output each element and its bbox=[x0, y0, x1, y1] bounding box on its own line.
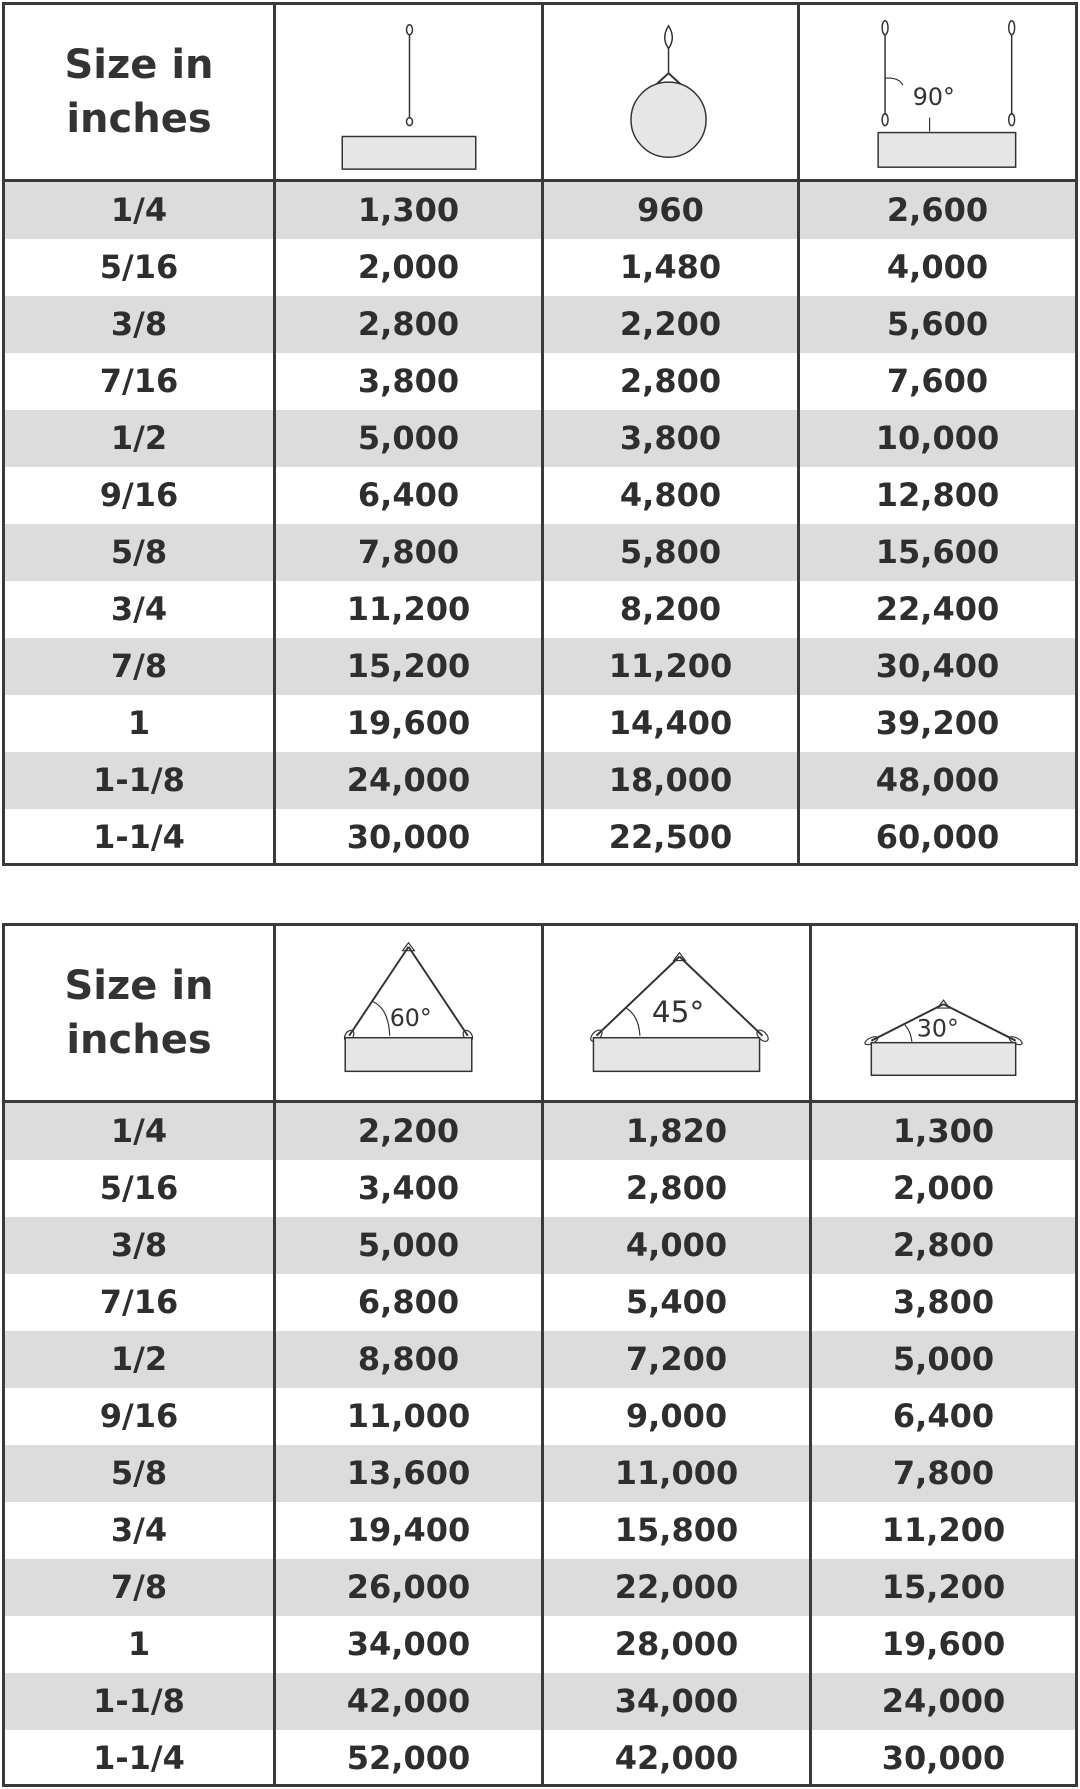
table-row bbox=[5, 1730, 1075, 1787]
capacity-cell: 3,800 bbox=[541, 410, 797, 467]
size-cell: 9/16 bbox=[99, 1397, 179, 1435]
table-row bbox=[5, 1673, 1075, 1730]
capacity-cell: 30,000 bbox=[809, 1730, 1075, 1787]
capacity-cell: 34,000 bbox=[541, 1673, 809, 1730]
capacity-cell: 2,200 bbox=[273, 1103, 541, 1160]
capacity-cell: 22,500 bbox=[541, 809, 797, 866]
capacity-cell: 9,000 bbox=[541, 1388, 809, 1445]
size-cell: 5/16 bbox=[99, 248, 179, 286]
capacity-cell: 6,800 bbox=[273, 1274, 541, 1331]
capacity-cell: 52,000 bbox=[273, 1730, 541, 1787]
capacity-cell: 5,600 bbox=[797, 296, 1075, 353]
capacity-cell: 24,000 bbox=[809, 1673, 1075, 1730]
size-header-label bbox=[64, 959, 213, 1067]
capacity-cell: 11,200 bbox=[273, 581, 541, 638]
table-row bbox=[5, 638, 1075, 695]
capacity-cell: 2,800 bbox=[541, 353, 797, 410]
vertical-basket-hitch-icon bbox=[800, 5, 1075, 179]
table-row bbox=[5, 524, 1075, 581]
table-row bbox=[5, 809, 1075, 866]
table-row bbox=[5, 1331, 1075, 1388]
capacity-cell: 15,200 bbox=[273, 638, 541, 695]
basket-hitch-60-icon bbox=[276, 926, 541, 1100]
size-cell: 7/16 bbox=[99, 362, 179, 400]
table-header bbox=[5, 5, 1075, 182]
capacity-cell: 3,800 bbox=[273, 353, 541, 410]
capacity-cell: 8,800 bbox=[273, 1331, 541, 1388]
capacity-cell: 15,200 bbox=[809, 1559, 1075, 1616]
capacity-cell: 11,000 bbox=[541, 1445, 809, 1502]
capacity-cell: 6,400 bbox=[273, 467, 541, 524]
capacity-cell: 30,000 bbox=[273, 809, 541, 866]
table-row bbox=[5, 182, 1075, 239]
capacity-cell: 42,000 bbox=[273, 1673, 541, 1730]
capacity-cell: 5,000 bbox=[809, 1331, 1075, 1388]
angle-label-90: 90° bbox=[912, 82, 955, 111]
capacity-table-basket-angles bbox=[2, 923, 1078, 1787]
table-row bbox=[5, 1445, 1075, 1502]
size-cell: 1-1/8 bbox=[93, 761, 185, 799]
hitch-header-cell bbox=[541, 926, 809, 1100]
size-cell: 3/8 bbox=[110, 1226, 168, 1264]
capacity-cell: 7,800 bbox=[273, 524, 541, 581]
capacity-cell: 34,000 bbox=[273, 1616, 541, 1673]
table-row bbox=[5, 296, 1075, 353]
size-cell: 7/8 bbox=[110, 647, 168, 685]
size-cell: 1-1/4 bbox=[93, 818, 185, 856]
size-cell: 7/16 bbox=[99, 1283, 179, 1321]
capacity-cell: 11,000 bbox=[273, 1388, 541, 1445]
capacity-cell: 48,000 bbox=[797, 752, 1075, 809]
table-row bbox=[5, 353, 1075, 410]
capacity-cell: 15,600 bbox=[797, 524, 1075, 581]
size-cell: 5/16 bbox=[99, 1169, 179, 1207]
table-row bbox=[5, 1103, 1075, 1160]
capacity-cell: 13,600 bbox=[273, 1445, 541, 1502]
single-vertical-hitch-icon bbox=[276, 5, 541, 179]
size-cell: 1/4 bbox=[110, 1112, 168, 1150]
capacity-cell: 1,820 bbox=[541, 1103, 809, 1160]
hitch-header-cell bbox=[273, 5, 541, 179]
hitch-header-cell bbox=[273, 926, 541, 1100]
table-row bbox=[5, 1616, 1075, 1673]
capacity-cell: 2,800 bbox=[541, 1160, 809, 1217]
capacity-cell: 12,800 bbox=[797, 467, 1075, 524]
capacity-cell: 8,200 bbox=[541, 581, 797, 638]
table-body bbox=[5, 182, 1075, 866]
capacity-cell: 19,600 bbox=[809, 1616, 1075, 1673]
size-cell: 3/4 bbox=[110, 1511, 168, 1549]
size-cell: 9/16 bbox=[99, 476, 179, 514]
angle-label-60: 60° bbox=[389, 1003, 432, 1032]
capacity-cell: 18,000 bbox=[541, 752, 797, 809]
hitch-header-cell bbox=[797, 5, 1075, 179]
capacity-cell: 3,400 bbox=[273, 1160, 541, 1217]
capacity-cell: 14,400 bbox=[541, 695, 797, 752]
table-row bbox=[5, 1217, 1075, 1274]
table-row bbox=[5, 695, 1075, 752]
capacity-cell: 26,000 bbox=[273, 1559, 541, 1616]
table-row bbox=[5, 1160, 1075, 1217]
capacity-cell: 39,200 bbox=[797, 695, 1075, 752]
capacity-cell: 15,800 bbox=[541, 1502, 809, 1559]
table-row bbox=[5, 467, 1075, 524]
capacity-cell: 3,800 bbox=[809, 1274, 1075, 1331]
capacity-cell: 19,600 bbox=[273, 695, 541, 752]
hitch-header-cell bbox=[541, 5, 797, 179]
table-row bbox=[5, 1388, 1075, 1445]
size-header-line2: inches bbox=[66, 96, 212, 142]
capacity-cell: 7,200 bbox=[541, 1331, 809, 1388]
capacity-cell: 5,400 bbox=[541, 1274, 809, 1331]
angle-label-45: 45° bbox=[651, 993, 705, 1029]
size-cell: 1-1/8 bbox=[93, 1682, 185, 1720]
capacity-cell: 960 bbox=[541, 182, 797, 239]
angle-label-30: 30° bbox=[916, 1014, 959, 1043]
capacity-cell: 5,000 bbox=[273, 410, 541, 467]
capacity-cell: 2,800 bbox=[273, 296, 541, 353]
size-cell: 1/2 bbox=[110, 1340, 168, 1378]
capacity-cell: 1,300 bbox=[809, 1103, 1075, 1160]
size-cell: 1/4 bbox=[110, 191, 168, 229]
capacity-cell: 4,000 bbox=[797, 239, 1075, 296]
capacity-cell: 2,600 bbox=[797, 182, 1075, 239]
table-body bbox=[5, 1103, 1075, 1787]
capacity-cell: 22,000 bbox=[541, 1559, 809, 1616]
capacity-cell: 5,000 bbox=[273, 1217, 541, 1274]
capacity-cell: 11,200 bbox=[809, 1502, 1075, 1559]
size-cell: 7/8 bbox=[110, 1568, 168, 1606]
capacity-cell: 4,000 bbox=[541, 1217, 809, 1274]
capacity-cell: 42,000 bbox=[541, 1730, 809, 1787]
size-cell: 5/8 bbox=[110, 533, 168, 571]
hitch-header-cell bbox=[809, 926, 1075, 1100]
size-cell: 1-1/4 bbox=[93, 1739, 185, 1777]
capacity-cell: 24,000 bbox=[273, 752, 541, 809]
table-row bbox=[5, 752, 1075, 809]
size-cell: 1 bbox=[127, 1625, 151, 1663]
basket-hitch-30-icon bbox=[812, 926, 1075, 1100]
capacity-cell: 1,480 bbox=[541, 239, 797, 296]
size-cell: 1/2 bbox=[110, 419, 168, 457]
capacity-cell: 11,200 bbox=[541, 638, 797, 695]
capacity-cell: 7,800 bbox=[809, 1445, 1075, 1502]
size-cell: 3/4 bbox=[110, 590, 168, 628]
table-row bbox=[5, 1274, 1075, 1331]
size-header-cell bbox=[5, 926, 273, 1100]
capacity-cell: 22,400 bbox=[797, 581, 1075, 638]
size-cell: 3/8 bbox=[110, 305, 168, 343]
capacity-cell: 10,000 bbox=[797, 410, 1075, 467]
capacity-cell: 30,400 bbox=[797, 638, 1075, 695]
size-header-line1: Size in bbox=[64, 42, 214, 88]
table-row bbox=[5, 239, 1075, 296]
size-header-label bbox=[64, 38, 213, 146]
size-header-cell bbox=[5, 5, 273, 179]
table-header bbox=[5, 926, 1075, 1103]
table-row bbox=[5, 410, 1075, 467]
size-header-line2: inches bbox=[66, 1017, 212, 1063]
capacity-cell: 60,000 bbox=[797, 809, 1075, 866]
capacity-cell: 1,300 bbox=[273, 182, 541, 239]
size-cell: 5/8 bbox=[110, 1454, 168, 1492]
capacity-table-vertical bbox=[2, 2, 1078, 866]
capacity-cell: 5,800 bbox=[541, 524, 797, 581]
capacity-cell: 2,200 bbox=[541, 296, 797, 353]
table-row bbox=[5, 1502, 1075, 1559]
capacity-cell: 28,000 bbox=[541, 1616, 809, 1673]
capacity-cell: 6,400 bbox=[809, 1388, 1075, 1445]
size-header-line1: Size in bbox=[64, 963, 214, 1009]
capacity-cell: 2,000 bbox=[809, 1160, 1075, 1217]
capacity-cell: 7,600 bbox=[797, 353, 1075, 410]
capacity-cell: 19,400 bbox=[273, 1502, 541, 1559]
size-cell: 1 bbox=[127, 704, 151, 742]
capacity-cell: 2,000 bbox=[273, 239, 541, 296]
capacity-cell: 4,800 bbox=[541, 467, 797, 524]
capacity-cell: 2,800 bbox=[809, 1217, 1075, 1274]
table-row bbox=[5, 1559, 1075, 1616]
choker-hitch-icon bbox=[544, 5, 797, 179]
table-row bbox=[5, 581, 1075, 638]
basket-hitch-45-icon bbox=[544, 926, 809, 1100]
